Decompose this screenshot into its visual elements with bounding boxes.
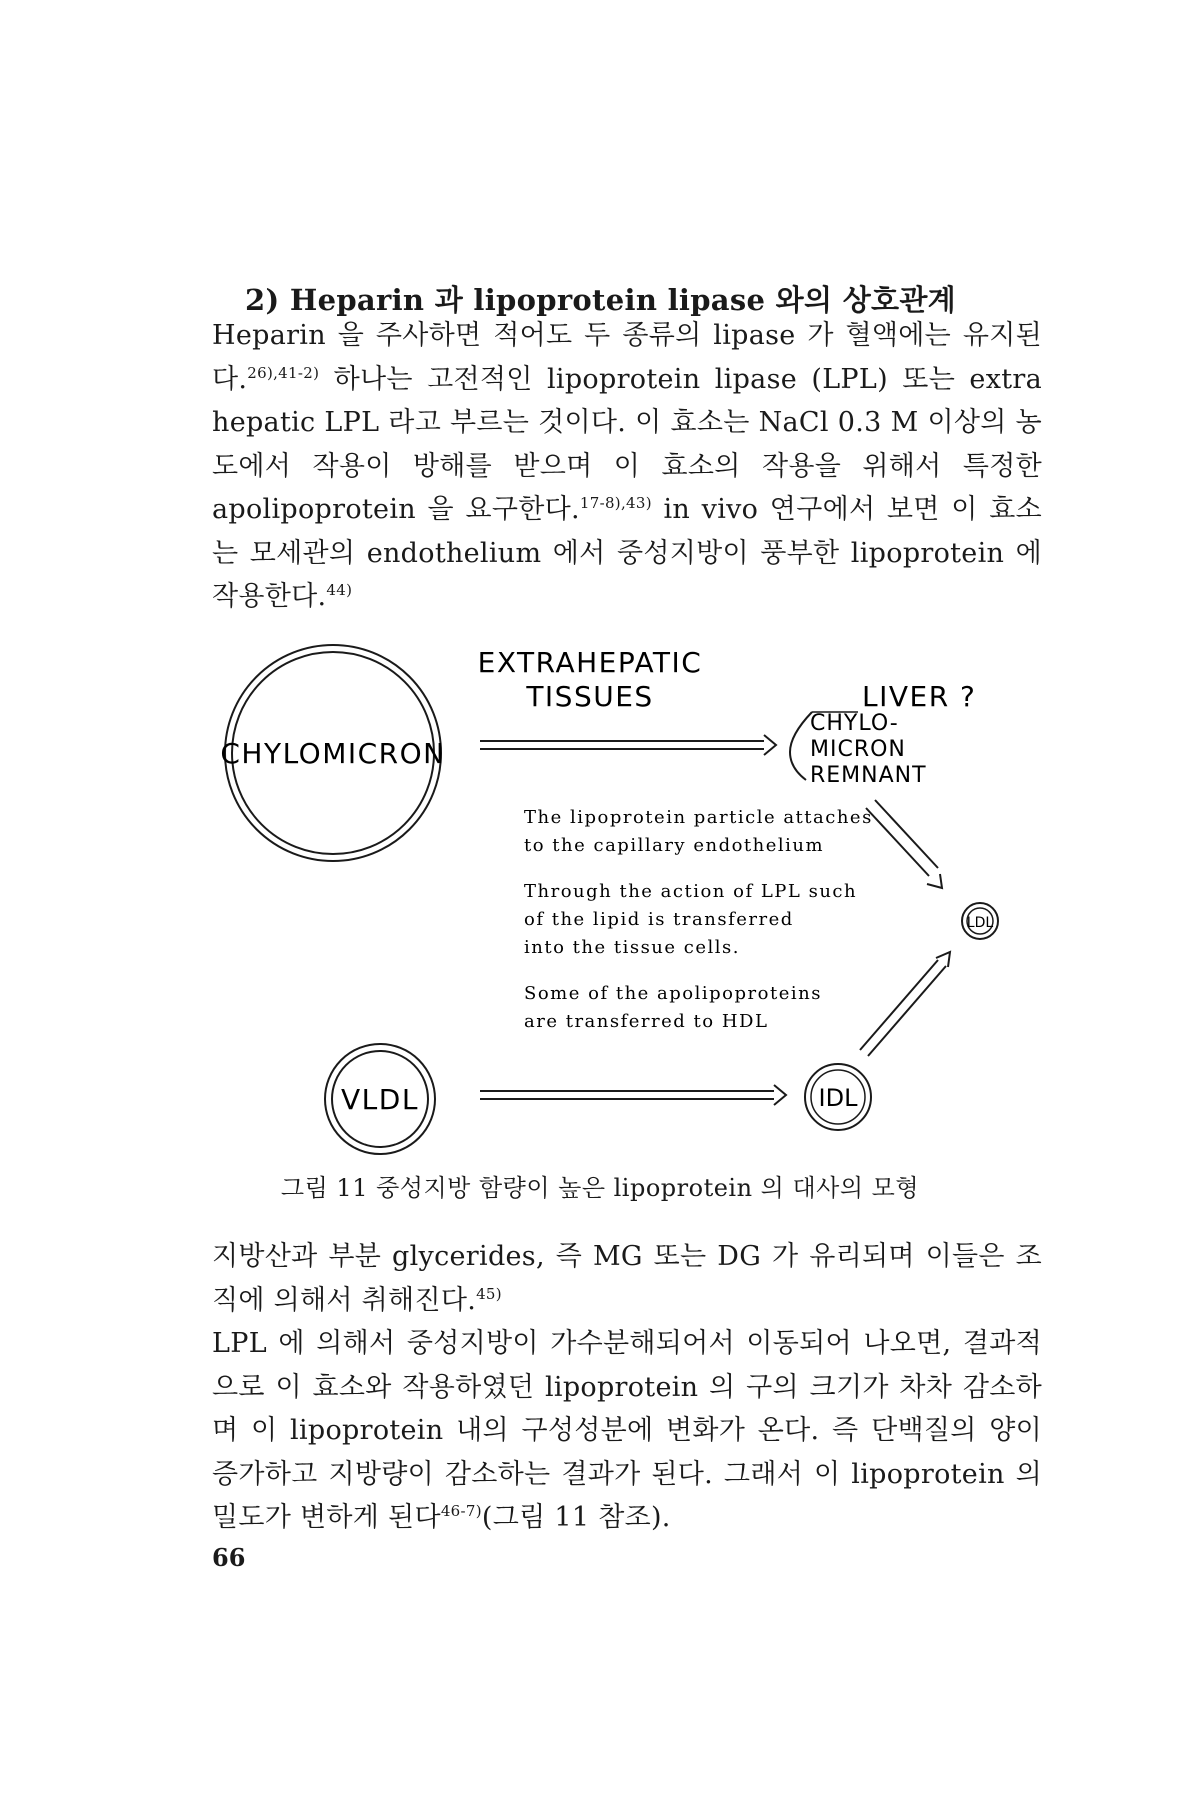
citation: 45)	[476, 1284, 502, 1303]
figure-caption: 그림 11 중성지방 함량이 높은 lipoprotein 의 대사의 모형	[280, 1174, 920, 1202]
remnant-line3: REMNANT	[810, 763, 927, 788]
liver-label: LIVER ?	[862, 680, 977, 713]
figure-notes	[524, 807, 873, 1032]
paragraph-text: LPL 에 의해서 중성지방이 가수분해되어서 이동되어 나오면, 결과적으로 이 효소와 작용하였던 lipoprotein 의 구의 크기가 차차 감소하며 이 lipoprotein 내의 구성성분에 변화가 온다. 즉 단백질의 양이 증가하고 지방량이 감소하는 결과가 된다. 그래서 이 lipoprotein 의 밀도가 변하게 된다	[212, 1328, 1042, 1533]
paragraph-text: 지방산과 부분 glycerides, 즉 MG 또는 DG 가 유리되며 이들은 조직에 의해서 취해진다.	[212, 1241, 1042, 1316]
extrahepatic-line1: EXTRAHEPATIC	[477, 646, 703, 679]
citation: 44)	[326, 581, 353, 599]
idl-label: IDL	[818, 1084, 858, 1112]
note1-line2: to the capillary endothelium	[524, 835, 825, 856]
note1-line1: The lipoprotein particle attaches	[524, 807, 873, 828]
chylomicron-to-remnant-arrow	[480, 735, 776, 755]
paragraph-text: Heparin 을 주사하면 적어도 두 종류의 lipase 가 혈액에는 유지된다.	[212, 320, 1042, 395]
note2-line1: Through the action of LPL such	[524, 881, 858, 902]
paragraph-text: (그림 11 참조).	[481, 1502, 671, 1533]
remnant-line2: MICRON	[810, 737, 906, 762]
liver-remnant-group	[790, 680, 976, 788]
citation: 26),41-2)	[247, 363, 320, 382]
idl-to-ldl-arrow	[860, 952, 950, 1056]
vldl-node	[325, 1044, 435, 1154]
citation: 17-8),43)	[579, 494, 652, 512]
remnant-to-ldl-arrow	[866, 800, 942, 888]
paragraph-text: in vivo 연구에서 보면 이 효소는 모세관의 endothelium 에서 중성지방이 풍부한 lipoprotein 에 작용한다.	[212, 494, 1042, 612]
chylomicron-node	[220, 645, 445, 861]
extrahepatic-line2: TISSUES	[526, 680, 654, 713]
paragraph-lpl-hydrolysis	[212, 1322, 1042, 1540]
section-heading: 2) Heparin 과 lipoprotein lipase 와의 상호관계	[245, 283, 956, 317]
vldl-to-idl-arrow	[480, 1085, 786, 1105]
chylomicron-label: CHYLOMICRON	[220, 737, 446, 770]
note3-line1: Some of the apolipoproteins	[524, 983, 822, 1004]
note2-line3: into the tissue cells.	[524, 937, 740, 958]
note2-line2: of the lipid is transferred	[524, 909, 794, 930]
paragraph-text: 하나는 고전적인 lipoprotein lipase (LPL) 또는 extra hepatic LPL 라고 부르는 것이다. 이 효소는 NaCl 0.3 M 이상의 농도에서 작용이 방해를 받으며 이 효소의 작용을 위해서 특정한 apolipoprotein 을 요구한다.	[212, 363, 1042, 525]
remnant-line1: CHYLO-	[810, 711, 899, 736]
ldl-node	[962, 903, 998, 939]
ldl-label: LDL	[966, 915, 994, 931]
paragraph-glycerides	[212, 1235, 1042, 1322]
extrahepatic-tissues-label	[478, 646, 703, 713]
note3-line2: are transferred to HDL	[524, 1011, 769, 1032]
page-number: 66	[212, 1543, 246, 1572]
citation: 46-7)	[440, 1502, 482, 1520]
vldl-label: VLDL	[341, 1083, 419, 1116]
idl-node	[805, 1064, 871, 1130]
